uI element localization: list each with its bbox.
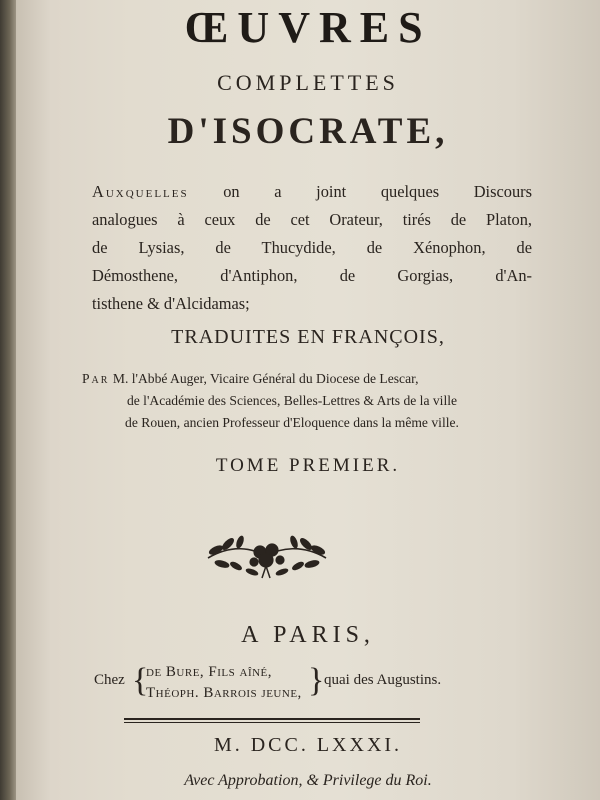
publisher-block [94,660,524,708]
translator-lead-word: Par [82,371,110,386]
title-page [16,0,600,800]
title-isocrate: D'ISOCRATE, [167,111,449,152]
title-oeuvres: ŒUVRES [184,3,432,52]
divider-rule [124,722,420,723]
publisher-name: de Bure, Fils aîné, [146,664,273,680]
translator-row: Par M. l'Abbé Auger, Vicaire Général du Diocese de Lescar, [82,371,419,386]
translator-paragraph [82,368,502,434]
publisher-chez: Chez [94,672,125,688]
subtitle-row: Auxquelles on a joint quelques Discours [92,182,532,201]
subtitle-paragraph [92,178,532,318]
translator-row: de Rouen, ancien Professeur d'Eloquence dans la même ville. [125,415,459,430]
subtitle-row: tisthene & d'Alcidamas; [92,294,250,313]
subtitle-row: de Lysias, de Thucydide, de Xénophon, de [92,238,532,257]
book-gutter [0,0,16,800]
divider-rule [124,718,420,720]
imprint-city: A PARIS, [241,622,375,648]
subtitle-row: analogues à ceux de cet Orateur, tirés de Platon, [92,210,532,229]
publisher-name: Théoph. Barrois jeune, [146,685,302,701]
translator-row: de l'Académie des Sciences, Belles-Lettres & Arts de la ville [126,393,458,408]
publisher-address: quai des Augustins. [324,672,442,688]
right-brace-icon: } [308,662,325,699]
left-brace-icon: { [132,662,149,699]
publication-year: M. DCC. LXXXI. [213,734,403,756]
subtitle-lead-word: Auxquelles [92,182,189,201]
volume-label: TOME PREMIER. [215,455,401,476]
translation-heading: TRADUITES EN FRANÇOIS, [171,326,445,348]
title-completes: COMPLETTES [217,70,399,95]
floral-ornament-icon [202,528,332,580]
subtitle-row: Démosthene, d'Antiphon, de Gorgias, d'An- [92,266,532,285]
privilege-line: Avec Approbation, & Privilege du Roi. [184,772,432,789]
